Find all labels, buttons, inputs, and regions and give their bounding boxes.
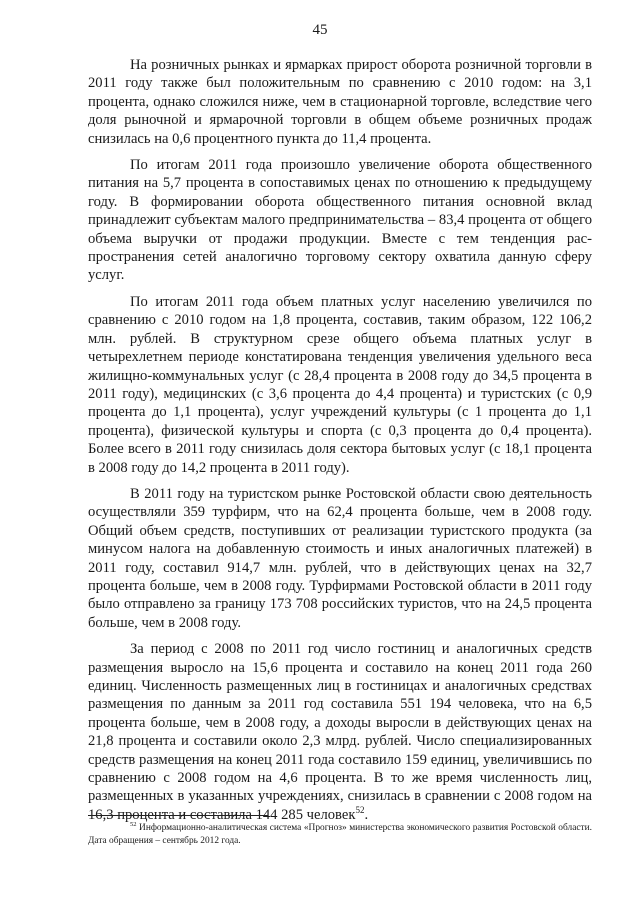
footnote-divider [88, 815, 268, 816]
paragraph-hotels-text: За период с 2008 по 2011 год число гостиниц и аналогичных средств размещения выросло на 15,6 процента и составило на конец 2011 года 260 единиц. Численность размещенных лиц в гостиницах и аналогичных средствах размещения по данным за 2011 год составила 551 194 человека, что на 6,5 процента больше, чем в 2008 году, а доходы выросли в действующих ценах на 21,8 процента и составили около 2,3 млрд. рублей. Число специализированных средств размещения на конец 2011 года составило 159 единиц, увеличившись по сравнению с 2008 годом на 4,6 процента. В то же время численность лиц, размещенных в указанных учреждениях, снизилась в сравнении с 2008 годом на 16,3 процента и составила 144 285 человек [88, 641, 592, 823]
paragraph-hotels: За период с 2008 по 2011 год число гостиниц и аналогичных средств размещения выросло на 15,6 процента и составило на конец 2011 года 260 единиц. Численность размещенных лиц в гостиницах и аналогичных средствах размещения по данным за 2011 год составила 551 194 человека, что на 6,5 процента больше, чем в 2008 году, а доходы выросли в действующих ценах на 21,8 процента и составили около 2,3 млрд. рублей. Число специализированных средств размещения на конец 2011 года составило 159 единиц, увеличившись по сравнению с 2008 годом на 4,6 процента. В то же время численность лиц, размещенных в указанных учреждениях, снизилась в сравнении с 2008 годом на 16,3 процента и составила 144 285 человек$^{52}$. [88, 641, 592, 823]
body-text [88, 56, 592, 832]
footnote [88, 822, 592, 847]
paragraph-tourism: В 2011 году на туристском рынке Ростовской области свою деятельность осуществляли 359 турфирм, что на 62,4 процента больше, чем в 2008 году. Общий объем средств, поступивших от реализации туристского продукта (за минусом налога на добавленную стоимость и иных аналогичных платежей) в 2011 году, составил 914,7 млн. рублей, что в действующих ценах на 32,7 процента больше, чем в 2008 году. Турфирмами Ростовской области в 2011 году было отправлено за границу 173 708 российских туристов, что на 24,5 процента больше, чем в 2008 году. [88, 485, 592, 631]
paragraph-paid-services: По итогам 2011 года объем платных услуг населению увеличился по сравнению с 2010 годом на 1,8 процента, составив, таким образом, 122 106,2 млн. рублей. В структурном срезе общего объема платных услуг в четырехлетнем периоде констатирована тенденция увеличения удельного веса жилищно-коммунальных услуг (с 28,4 процента в 2008 году до 34,5 процента в 2011 году), медицинских (с 3,6 процента до 4,4 процента) и туристских (с 0,9 процента до 1,1 процента), услуг учреждений культуры (с 1 процента до 1,1 процента), физической культуры и спорта (с 0,3 процента до 0,4 процента). Более всего в 2011 году снизилась доля сектора бытовых услуг (с 18,1 процента в 2008 году до 14,2 процента в 2011 году). [88, 293, 592, 476]
footnote-reference[interactable]: 52 [355, 804, 365, 815]
paragraph-public-catering: По итогам 2011 года произошло увеличение оборота общественного питания на 5,7 процента в сопоставимых ценах по отношению к предыдущему году. В формировании оборота общественного питания основной вклад принадлежит субъектам малого предпринимательства – 83,4 процента от общего объема выручки от продажи продукции. Вместе с тем тенденция распространения сетей аналогично торговому сектору охватила данную сферу услуг. [88, 157, 592, 284]
footnote-text: Информационно-аналитическая система «Прогноз» министерства экономического развития Ростовской области. Дата обращения – сентябрь 2012 года. [88, 823, 592, 846]
paragraph-retail-markets: На розничных рынках и ярмарках прирост оборота розничной торговли в 2011 году также был положительным по сравнению с 2010 годом: на 3,1 процента, однако сложился ниже, чем в стационарной торговле, вследствие чего доля рыночной и ярмарочной торговли в общем объеме розничных продаж снизилась на 0,6 процентного пункта до 11,4 процента. [88, 57, 592, 147]
footnote-marker: 52 [130, 820, 137, 828]
page-number: 45 [312, 22, 328, 38]
